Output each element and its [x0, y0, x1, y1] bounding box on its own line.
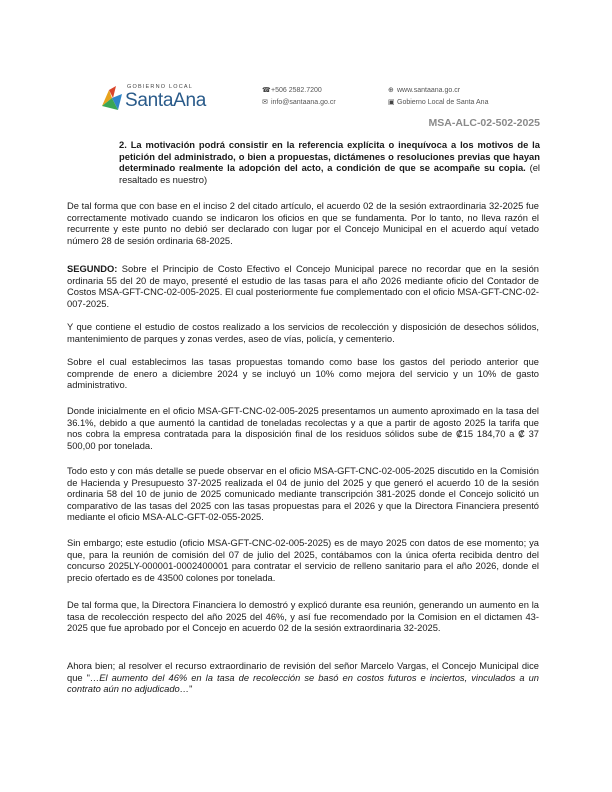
- website-link[interactable]: www.santaana.go.cr: [397, 87, 461, 94]
- paragraph-7: Sin embargo; este estudio (oficio MSA-GFT-CNC-02-005-2025) es de mayo 2025 con datos de ese momento; ya que, para la reunión de comisión del 07 de julio del 2025, contábamos con la única oferta recibida dentro del concurso 2025LY-000001-0002400001 para contratar el servicio de relleno sanitario para el año 2026, donde el precio ofertado es de 43500 colones por tonelada.: [67, 538, 539, 583]
- paragraph-3: Y que contiene el estudio de costos realizado a los servicios de recolección y disposición de desechos sólidos, mantenimiento de parques y zonas verdes, aseo de vías, policía, y cementerio.: [67, 322, 539, 344]
- website-contact: [388, 85, 460, 97]
- phone-contact: [262, 85, 322, 97]
- document-reference: MSA-ALC-02-502-2025: [428, 117, 540, 129]
- paragraph-4: Sobre el cual establecimos las tasas propuestas tomando como base los gastos del periodo anterior que comprende de enero a diciembre 2024 y se incluyó un 10% como mejora del servicio y un 10% de gasto administrativo.: [67, 357, 539, 391]
- section-label-segundo: SEGUNDO:: [67, 264, 118, 274]
- email-address[interactable]: info@santaana.go.cr: [271, 99, 336, 106]
- quote-note: (el resaltado es nuestro): [119, 162, 540, 186]
- logo-name: SantaAna: [125, 90, 207, 111]
- phone-icon: ☎: [262, 87, 271, 94]
- email-contact: [262, 97, 336, 109]
- logo-subtitle: GOBIERNO LOCAL: [127, 84, 194, 90]
- paragraph-5: Donde inicialmente en el oficio MSA-GFT-CNC-02-005-2025 presentamos un aumento aproximado en la tasa del 36.1%, debido a que aumentó la cantidad de toneladas recolectas y a que a partir de agosto 2025 la tarifa que nos cobra la empresa contratada para la disposición final de los residuos sólidos sube de ₡15 184,70 a ₡ 37 500,00 por tonelada.: [67, 406, 539, 451]
- paragraph-9: [67, 661, 539, 696]
- paragraph-8: De tal forma que, la Directora Financiera lo demostró y explicó durante esa reunión, generando un aumento en la tasa de recolección respecto del año 2025 del 46%, y así fue recomendado por la Comision en el dictamen 43-2025 que fue aprobado por el Concejo en acuerdo 02 de la sesión extraordinaria 32-2025.: [67, 600, 539, 634]
- logo-mark-icon: [100, 84, 124, 112]
- santa-ana-logo: [100, 82, 240, 116]
- globe-icon: ⊕: [388, 87, 394, 94]
- paragraph-9-quote: …El aumento del 46% en la tasa de recolección se basó en costos futuros e inciertos, vinculados a un contrato aún no adjudicado…: [67, 672, 539, 695]
- email-icon: ✉: [262, 99, 268, 106]
- paragraph-9-end: ": [189, 684, 193, 695]
- paragraph-1: De tal forma que con base en el inciso 2 del citado artículo, el acuerdo 02 de la sesión extraordinaria 32-2025 fue correctamente motivado cuando se indicaron los oficios en que se fundamenta. Por lo tanto, no lleva razón el recurrente y este punto no debió ser declarado con lugar por el Concejo Municipal en el acuerdo aquí vetado número 28 de sesión ordinaria 68-2025.: [67, 201, 539, 246]
- paragraph-2: [67, 264, 539, 310]
- facebook-icon: ▣: [388, 99, 395, 106]
- facebook-contact: [388, 97, 488, 109]
- quote-bold-text: 2. La motivación podrá consistir en la referencia explícita o inequívoca a los motivos de la petición del administrado, o bien a propuestas, dictámenes o resoluciones previas que hayan determinado realmente la adopción del acto, a condición de que se acompañe su copia.: [119, 139, 540, 174]
- paragraph-2-text: Sobre el Principio de Costo Efectivo el Concejo Municipal parece no recordar que en la sesión ordinaria 55 del 20 de mayo, presenté el estudio de las tasas para el año 2026 mediante oficio del Contador de Costos MSA-GFT-CNC-02-005-2025. El cual posteriormente fue complementado con el oficio MSA-GFT-CNC-02-007-2025.: [67, 264, 539, 309]
- phone-number: +506 2582.7200: [271, 87, 322, 94]
- quoted-article: [119, 139, 540, 186]
- paragraph-6: Todo esto y con más detalle se puede observar en el oficio MSA-GFT-CNC-02-005-2025 discutido en la Comisión de Hacienda y Presupuesto 37-2025 realizada el 04 de junio del 2025 y que generó el acuerdo 10 de la sesión ordinaria 58 del 10 de junio de 2025 comunicado mediante transcripción 381-2025 donde el Concejo solicitó un comparativo de las tasas del 2025 con las tasas propuestas para el 2026 y que la Directora Financiera presentó mediante el oficio MSA-ALC-GFT-02-055-2025.: [67, 466, 539, 523]
- facebook-link[interactable]: Gobierno Local de Santa Ana: [397, 99, 489, 106]
- paragraph-9-text: Ahora bien; al resolver el recurso extraordinario de revisión del señor Marcelo Vargas, el Concejo Municipal dice que ": [67, 661, 539, 683]
